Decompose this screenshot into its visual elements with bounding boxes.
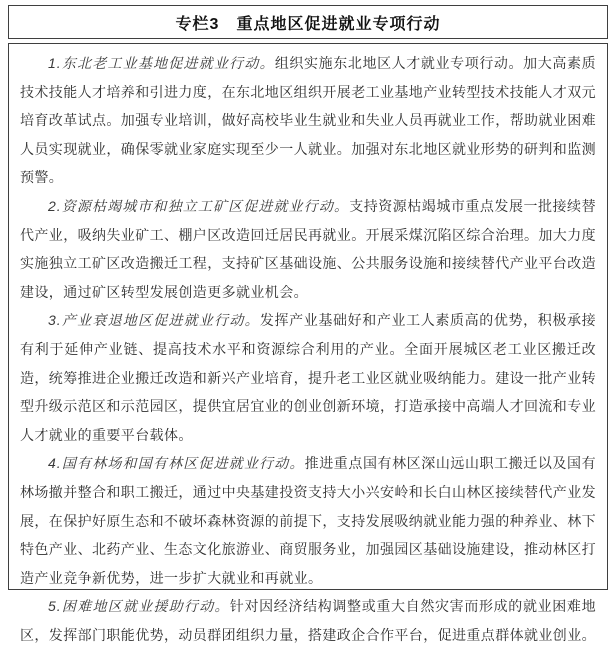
paragraph-1-lead: 1.东北老工业基地促进就业行动。 — [48, 55, 275, 71]
column-title-box — [8, 5, 608, 39]
paragraph-3 — [20, 306, 596, 449]
paragraph-3-lead: 3.产业衰退地区促进就业行动。 — [48, 312, 260, 329]
column-body-box — [8, 43, 608, 643]
paragraph-4-lead: 4.国有林场和国有林区促进就业行动。 — [48, 455, 305, 472]
paragraph-5-lead: 5.困难地区就业援助行动。 — [48, 598, 230, 615]
paragraph-3-body: 发挥产业基础好和产业工人素质高的优势，积极承接有利于延伸产业链、提高技术水平和资源综合利用的产业。全面开展城区老工业区搬迁改造，统筹推进企业搬迁改造和新兴产业培育，提升老工业区就业吸纳能力。建设一批产业转型升级示范区和示范园区，提供宜居宜业的创业创新环境，打造承接中高端人才回流和专业人才就业的重要平台载体。 — [20, 312, 596, 443]
paragraph-4-body: 推进重点国有林区深山远山职工搬迁以及国有林场撤并整合和职工搬迁，通过中央基建投资支持大小兴安岭和长白山林区接续替代产业发展，在保护好原生态和不破坏森林资源的前提下，支持发展吸纳就业能力强的种养业、林下特色产业、北药产业、生态文化旅游业、商贸服务业，加强园区基础设施建设，推动林区打造产业竞争新优势，进一步扩大就业和再就业。 — [20, 455, 596, 586]
paragraph-2-lead: 2.资源枯竭城市和独立工矿区促进就业行动。 — [48, 197, 350, 214]
column-title: 专栏3 重点地区促进就业专项行动 — [175, 15, 441, 33]
paragraph-1 — [20, 49, 596, 192]
paragraph-5 — [20, 592, 596, 649]
paragraph-2 — [20, 192, 596, 306]
paragraph-5-body: 针对因经济结构调整或重大自然灾害而形成的就业困难地区，发挥部门职能优势，动员群团组织力量，搭建政企合作平台，促进重点群体就业创业。 — [20, 598, 596, 643]
paragraph-4 — [20, 449, 596, 592]
paragraph-1-body: 组织实施东北地区人才就业专项行动。加大高素质技术技能人才培养和引进力度，在东北地区组织开展老工业基地产业转型技术技能人才双元培育改革试点。加强专业培训，做好高校毕业生就业和失业人员再就业工作，帮助就业困难人员实现就业，确保零就业家庭实现至少一人就业。加强对东北地区就业形势的研判和监测预警。 — [20, 55, 596, 186]
paragraph-2-body: 支持资源枯竭城市重点发展一批接续替代产业，吸纳失业矿工、棚户区改造回迁居民再就业。开展采煤沉陷区综合治理。加大力度实施独立工矿区改造搬迁工程，支持矿区基础设施、公共服务设施和接续替代产业平台改造建设，通过矿区转型发展创造更多就业机会。 — [20, 197, 596, 300]
